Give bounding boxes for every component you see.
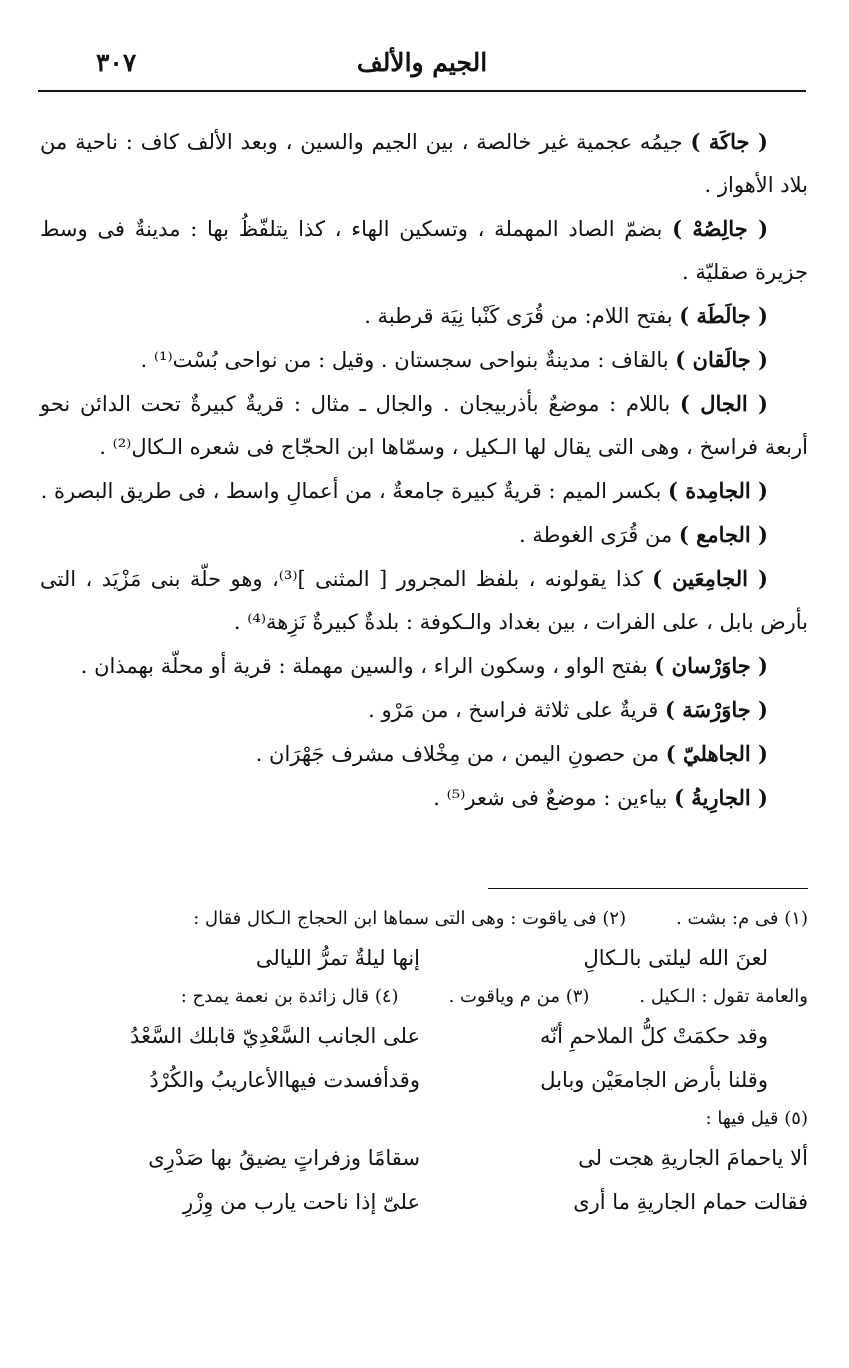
entry-text: جيمُه عجمية غير خالصة ، بين الجيم والسين ، وبعد الألف كاف : ناحية من بلاد الأهواز . xyxy=(40,130,808,197)
footnote-rule xyxy=(488,888,808,889)
footnote-3: (٣) من م وياقوت . xyxy=(448,986,590,1007)
footnote-line xyxy=(40,902,808,936)
footnote-verse xyxy=(40,1180,808,1224)
footnotes xyxy=(40,902,808,1224)
footnote-verse xyxy=(40,1136,808,1180)
entry-term: ( الجامِدة ) xyxy=(668,478,768,503)
entry-term: ( جاكَة ) xyxy=(690,129,768,154)
verse-hemistich-first: وقد حكمَتْ كلُّ الملاحمِ أنّه xyxy=(540,1024,768,1048)
verse-hemistich-second: سقامًا وزفراتٍ يضيقُ بها صَدْرِى xyxy=(148,1146,420,1170)
page-number: ٣٠٧ xyxy=(96,48,137,77)
entry xyxy=(40,732,808,776)
entry-term: ( الجاهليّ ) xyxy=(665,741,768,766)
entry-text: بضمّ الصاد المهملة ، وتسكين الهاء ، كذا يتلفّظُ بها : مدينةٌ فى وسط جزيرة صقليّة . xyxy=(40,217,808,284)
page-header xyxy=(40,48,804,88)
footnote-4: (٤) قال زائدة بن نعمة يمدح : xyxy=(180,986,399,1007)
entry-text: من قُرَى الغوطة . xyxy=(519,523,679,547)
footnote-1: (١) فى م: بشت . xyxy=(676,908,808,929)
footnote-verse xyxy=(40,936,808,980)
entry xyxy=(40,338,808,382)
entry-term: ( جالِصُهْ ) xyxy=(672,216,768,241)
footnote-verse xyxy=(40,1058,808,1102)
entry-text: من حصونِ اليمن ، من مِخْلاف مشرف جَهْرَان . xyxy=(255,742,666,766)
entry-text: بالقاف : مدينةٌ بنواحى سجستان . وقيل : من نواحى بُسْت⁽¹⁾ . xyxy=(140,348,676,372)
entry xyxy=(40,513,808,557)
verse-hemistich-first: وقلنا بأرض الجامعَيْن وبابل xyxy=(540,1068,768,1092)
footnote-line xyxy=(40,980,808,1014)
verse-hemistich-second: على الجانب السَّعْدِيّ قابلك السَّعْدُ xyxy=(130,1024,420,1048)
verse-hemistich-second: إنها ليلةٌ تمرُّ الليالى xyxy=(255,946,420,970)
entry xyxy=(40,469,808,513)
entry-text: باللام : موضعٌ بأذربيجان . والجال ـ مثال : قريةٌ كبيرةٌ تحت الدائن نحو أربعة فراسخ ، وهى التى يقال لها الـكيل ، وسمّاها ابن الحجّاج فى شعره الـكال⁽²⁾ . xyxy=(40,392,808,459)
entry-term: ( جاوَرْسَة ) xyxy=(664,697,768,722)
footnote-2: (٢) فى ياقوت : وهى التى سماها ابن الحجاج الـكال فقال : xyxy=(193,908,627,929)
verse-hemistich-second: وقدأفسدت فيهاالأعاريبُ والكُرْدُ xyxy=(149,1068,420,1092)
entry-term: ( جاوَرْسان ) xyxy=(654,653,768,678)
footnote-verse xyxy=(40,1014,808,1058)
entry xyxy=(40,557,808,644)
running-title: الجيم والألف xyxy=(356,48,488,77)
entry-term: ( الجامِعَين ) xyxy=(652,566,768,591)
verse-hemistich-first: فقالت حمام الجاريةِ ما أرى xyxy=(573,1190,808,1214)
entry-term: ( جالَطَة ) xyxy=(679,303,768,328)
entry xyxy=(40,294,808,338)
entry xyxy=(40,644,808,688)
entry-text: قريةٌ على ثلاثة فراسخ ، من مَرْو . xyxy=(368,698,665,722)
entry-text: بفتح اللام: من قُرَى كَنْبا نِيَة قرطبة . xyxy=(364,304,680,328)
entry xyxy=(40,382,808,469)
footnote-5: (٥) قيل فيها : xyxy=(705,1108,808,1129)
entry-text: بياءين : موضعٌ فى شعر⁽⁵⁾ . xyxy=(433,786,675,810)
entry-term: ( جالَقان ) xyxy=(675,347,768,372)
entry-text: كذا يقولونه ، بلفظ المجرور [ المثنى ]⁽³⁾، وهو حلّة بنى مَزْيَد ، التى بأرض بابل ، على الفرات ، بين بغداد والـكوفة : بلدةٌ كبيرةٌ نَزِهة⁽⁴⁾ . xyxy=(40,567,808,634)
verse-hemistich-second: علىّ إذا ناحت يارب من وِزْرِ xyxy=(182,1190,420,1214)
entry xyxy=(40,120,808,207)
footnote-line xyxy=(40,1102,808,1136)
entries-body xyxy=(40,120,808,820)
entry-text: بكسر الميم : قريةٌ كبيرة جامعةٌ ، من أعمالِ واسط ، فى طريق البصرة . xyxy=(40,479,669,503)
verse-hemistich-first: لعنَ الله ليلتى بالـكالِ xyxy=(583,946,768,970)
verse-hemistich-first: ألا ياحمامَ الجاريةِ هجت لى xyxy=(578,1146,808,1170)
entry-term: ( الجارِيةُ ) xyxy=(674,785,768,810)
entry-term: ( الجامع ) xyxy=(678,522,768,547)
entry-text: بفتح الواو ، وسكون الراء ، والسين مهملة : قرية أو محلّة بهمذان . xyxy=(80,654,655,678)
entry xyxy=(40,207,808,294)
header-rule xyxy=(38,90,806,92)
entry xyxy=(40,688,808,732)
footnote-2-cont: والعامة تقول : الـكيل . xyxy=(639,986,808,1007)
entry xyxy=(40,776,808,820)
entry-term: ( الجال ) xyxy=(679,391,768,416)
